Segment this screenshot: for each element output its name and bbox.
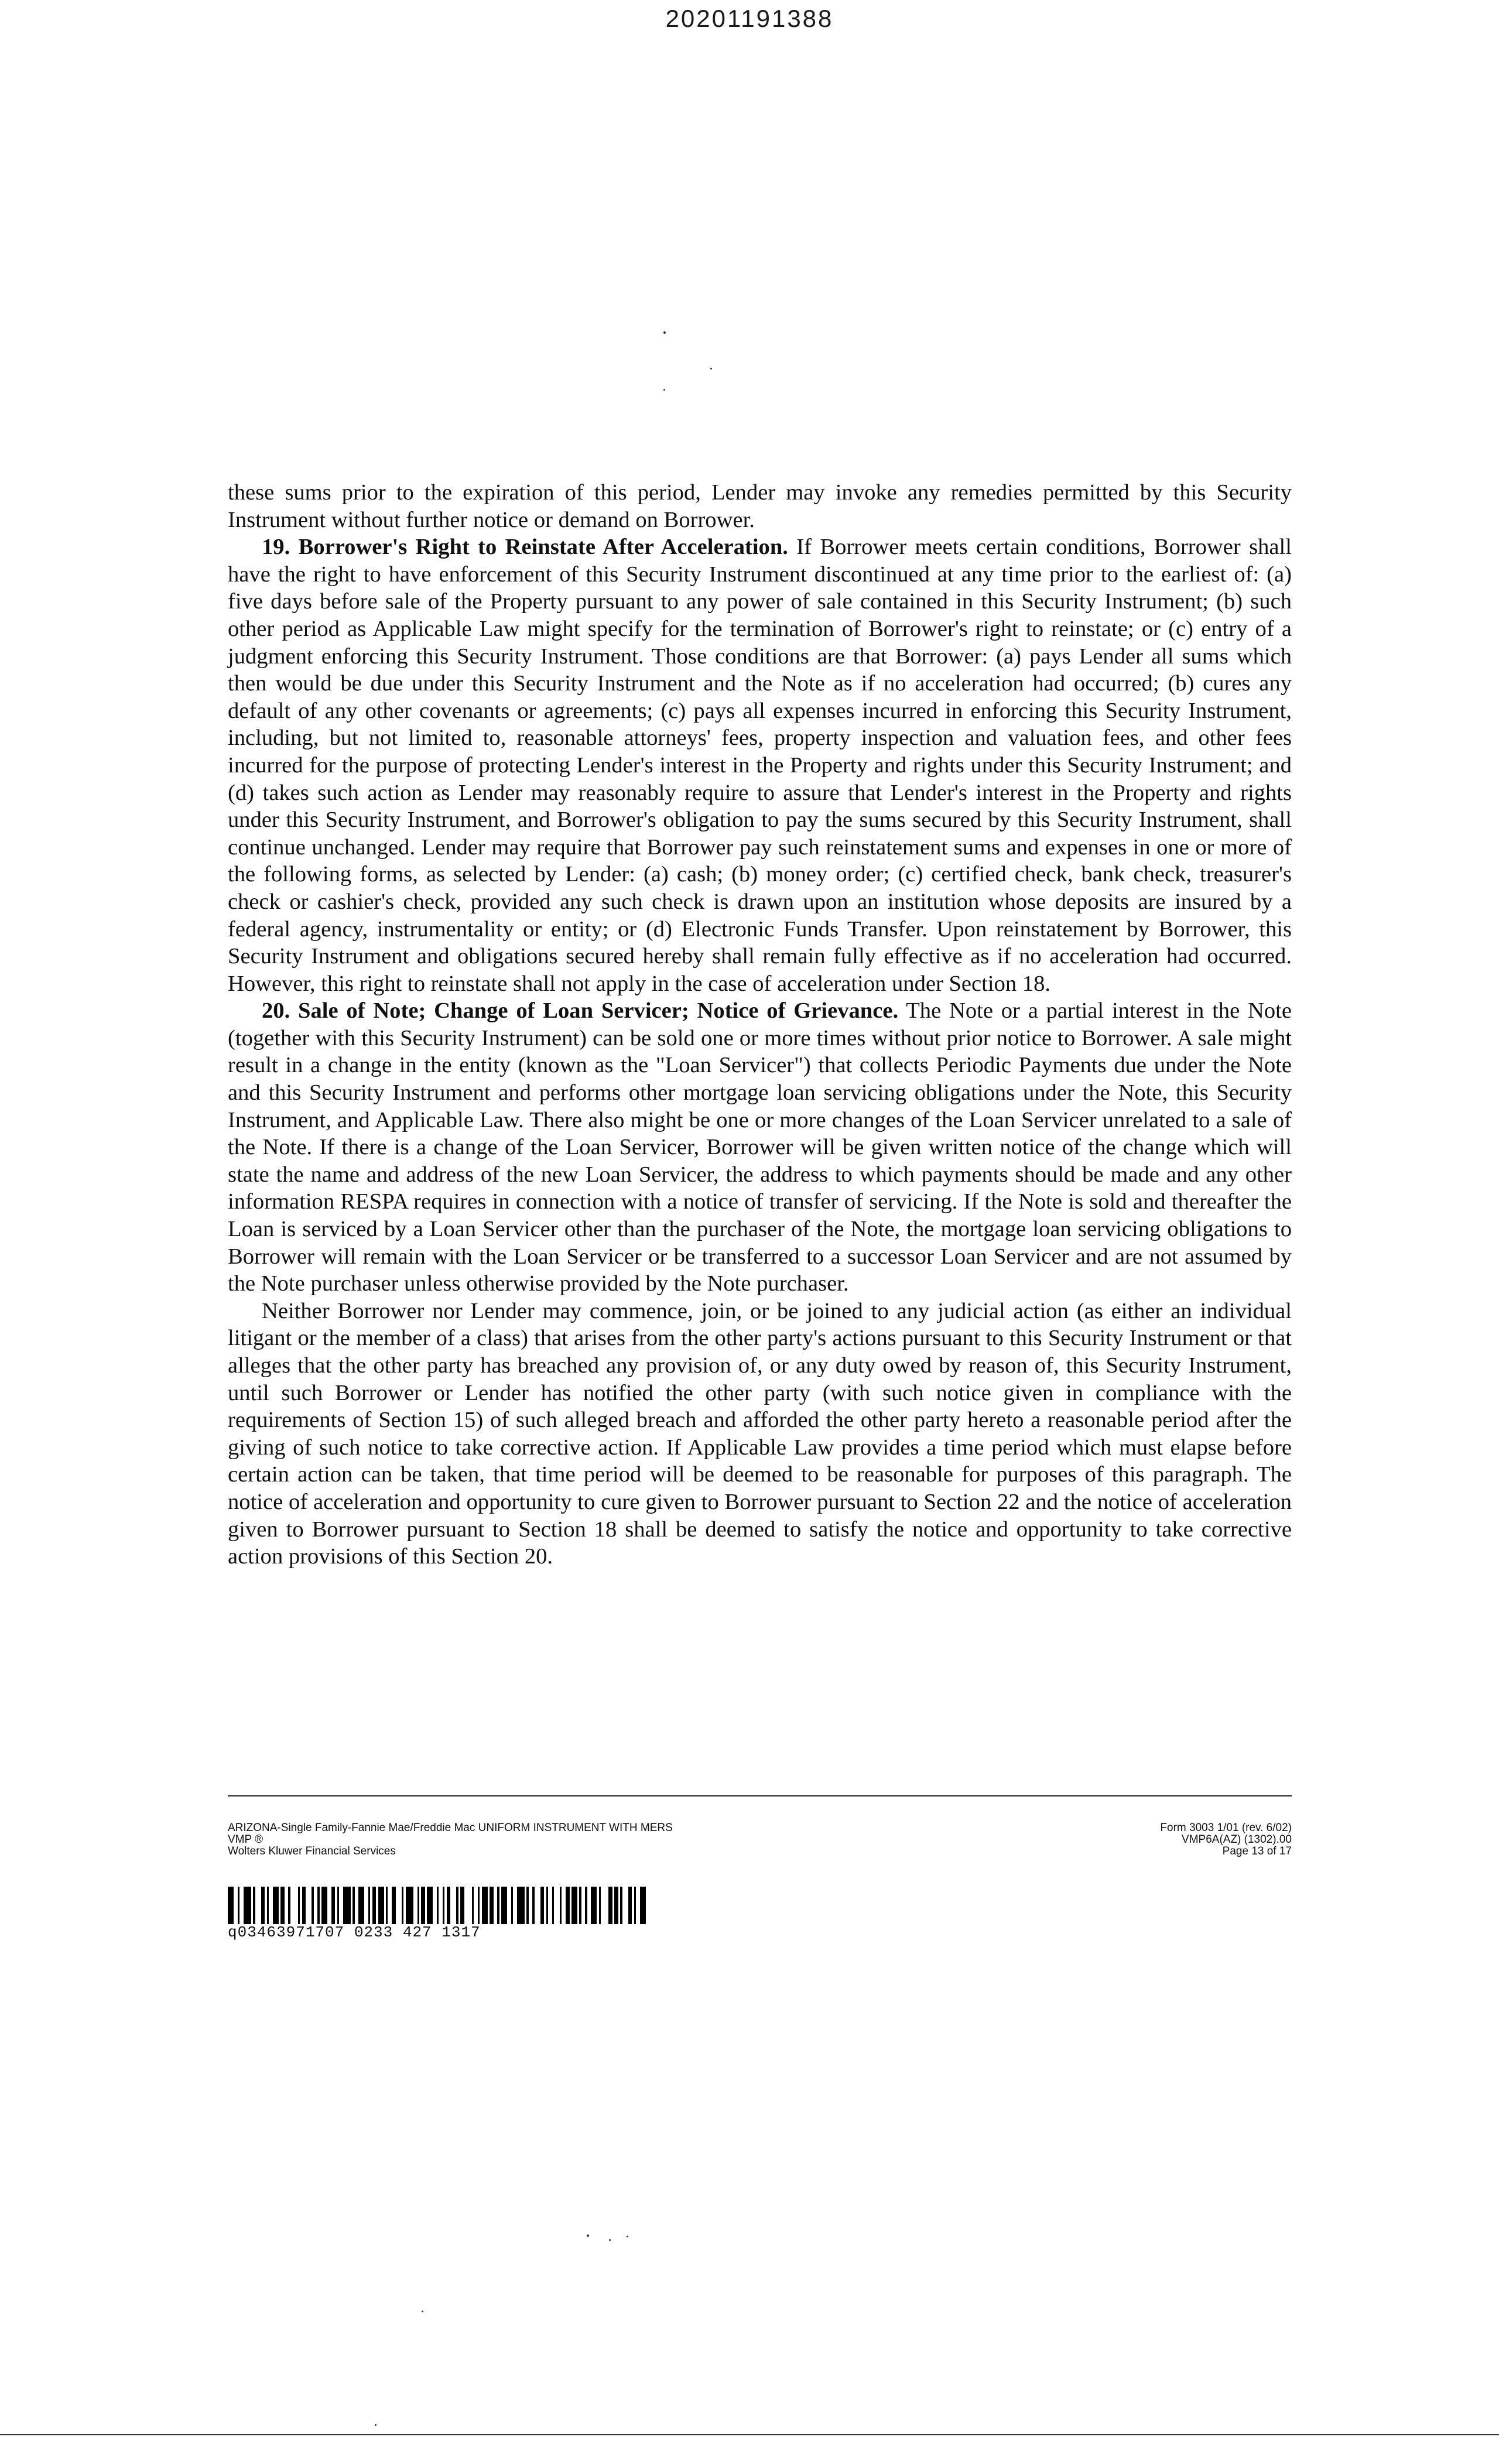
barcode-bar	[290, 1887, 298, 1924]
barcode-bar	[571, 1887, 577, 1924]
document-number: 20201191388	[665, 5, 834, 32]
barcode-bar	[535, 1887, 540, 1924]
barcode-bar	[507, 1887, 511, 1924]
barcode-bar	[280, 1887, 285, 1924]
barcode-bar	[450, 1887, 456, 1924]
barcode-bar	[548, 1887, 552, 1924]
footer-form-info	[228, 1822, 930, 1857]
barcode-bar	[234, 1887, 238, 1924]
barcode-bar	[640, 1887, 646, 1924]
barcode-bar	[321, 1887, 327, 1924]
section-20	[228, 997, 1292, 1298]
section-20-heading: 20. Sale of Note; Change of Loan Servicer; Notice of Grievance.	[262, 998, 899, 1024]
footer-divider	[228, 1795, 1292, 1796]
footer-form-title: ARIZONA-Single Family-Fannie Mae/Freddie Mac UNIFORM INSTRUMENT WITH MERS	[228, 1822, 673, 1834]
barcode-bar	[513, 1887, 517, 1924]
footer-publisher: Wolters Kluwer Financial Services	[228, 1845, 396, 1857]
barcode	[228, 1887, 646, 1924]
scan-speck	[375, 2424, 377, 2426]
barcode-bar	[302, 1887, 306, 1924]
footer-vmp-code: VMP6A(AZ) (1302).00	[1182, 1833, 1292, 1846]
barcode-bar	[358, 1887, 364, 1924]
barcode-bar	[306, 1887, 312, 1924]
barcode-bar	[273, 1887, 279, 1924]
barcode-bar	[636, 1887, 640, 1924]
barcode-bar	[490, 1887, 494, 1924]
barcode-bar	[327, 1887, 331, 1924]
barcode-bar	[566, 1887, 570, 1924]
footer-form-number	[995, 1822, 1292, 1857]
barcode-number: q03463971707 0233 427 1317	[228, 1924, 481, 1941]
barcode-bar	[474, 1887, 478, 1924]
barcode-bar	[628, 1887, 632, 1924]
barcode-bar	[601, 1887, 608, 1924]
barcode-bar	[413, 1887, 417, 1924]
barcode-bar	[378, 1887, 384, 1924]
barcode-bar	[608, 1887, 612, 1924]
barcode-bar	[239, 1887, 244, 1924]
barcode-bar	[269, 1887, 273, 1924]
barcode-bar	[591, 1887, 597, 1924]
barcode-bar	[540, 1887, 545, 1924]
barcode-bar	[587, 1887, 591, 1924]
section-20-text: The Note or a partial interest in the Note (together with this Security Instrument) can be sold one or more times without prior notice to Borrower. A sale might result in a change in the entity (known as the "Loan Servicer") that collects Periodic Payments due under the Note and this Security Instrument and performs other mortgage loan servicing obligations under the Note, this Security Instrument, and Applicable Law. There also might be one or more changes of the Loan Servicer unrelated to a sale of the Note. If there is a change of the Loan Servicer, Borrower will be given written notice of the change which will state the name and address of the new Loan Servicer, the address to which payments should be made and any other information RESPA requires in connection with a notice of transfer of servicing. If the Note is sold and thereafter the Loan is serviced by a Loan Servicer other than the purchaser of the Note, the mortgage loan servicing obligations to Borrower will remain with the Loan Servicer or be transferred to a successor Loan Servicer and are not assumed by the Note purchaser unless otherwise provided by the Note purchaser.	[228, 998, 1292, 1296]
scan-speck	[422, 2311, 423, 2312]
barcode-bar	[581, 1887, 586, 1924]
section-19	[228, 533, 1292, 997]
barcode-bar	[622, 1887, 628, 1924]
barcode-bar	[364, 1887, 368, 1924]
scan-speck	[627, 2236, 628, 2237]
paragraph-continuation: these sums prior to the expiration of this period, Lender may invoke any remedies permitted by this Security Instrument without further notice or demand on Borrower.	[228, 480, 1292, 532]
barcode-bar	[501, 1887, 507, 1924]
barcode-bar	[343, 1887, 351, 1924]
page-number: Page 13 of 17	[1222, 1845, 1292, 1857]
barcode-bar	[396, 1887, 402, 1924]
barcode-bar	[314, 1887, 318, 1924]
barcode-bar	[388, 1887, 392, 1924]
footer-form-revision: Form 3003 1/01 (rev. 6/02)	[1160, 1822, 1292, 1834]
barcode-bar	[529, 1887, 533, 1924]
barcode-bar	[355, 1887, 359, 1924]
barcode-bar	[614, 1887, 618, 1924]
scan-speck	[663, 389, 665, 391]
barcode-bar	[460, 1887, 464, 1924]
barcode-bar	[228, 1887, 234, 1924]
page-bottom-edge	[0, 2434, 1499, 2435]
scan-speck	[587, 2234, 589, 2237]
barcode-bar	[392, 1887, 396, 1924]
document-body	[228, 479, 1292, 1570]
barcode-bar	[372, 1887, 377, 1924]
section-19-text: If Borrower meets certain conditions, Borrower shall have the right to have enforcement of this Security Instrument discontinued at any time prior to the earliest of: (a) five days before sale of the Property pursuant to any power of sale contained in this Security Instrument; (b) such other period as Applicable Law might specify for the termination of Borrower's right to reinstate; or (c) entry of a judgment enforcing this Security Instrument. Those conditions are that Borrower: (a) pays Lender all sums which then would be due under this Security Instrument and the Note as if no acceleration had occurred; (b) cures any default of any other covenants or agreements; (c) pays all expenses incurred in enforcing this Security Instrument, including, but not limited to, reasonable attorneys' fees, property inspection and valuation fees, and other fees incurred for the purpose of protecting Lender's interest in the Property and rights under this Security Instrument; and (d) takes such action as Lender may reasonably require to assure that Lender's interest in the Property and rights under this Security Instrument, and Borrower's obligation to pay the sums secured by this Security Instrument, shall continue unchanged. Lender may require that Borrower pay such reinstatement sums and expenses in one or more of the following forms, as selected by Lender: (a) cash; (b) money order; (c) certified check, bank check, treasurer's check or cashier's check, provided any such check is drawn upon an institution whose deposits are insured by a federal agency, instrumentality or entity; or (d) Electronic Funds Transfer. Upon reinstatement by Borrower, this Security Instrument and obligations secured hereby shall remain fully effective as if no acceleration had occurred. However, this right to reinstate shall not apply in the case of acceleration under Section 18.	[228, 535, 1292, 996]
barcode-bar	[517, 1887, 525, 1924]
scan-speck	[663, 331, 666, 334]
barcode-bar	[482, 1887, 488, 1924]
barcode-bar	[427, 1887, 433, 1924]
barcode-bar	[244, 1887, 251, 1924]
barcode-bar	[255, 1887, 261, 1924]
barcode-bar	[494, 1887, 498, 1924]
barcode-bar	[261, 1887, 265, 1924]
barcode-bar	[285, 1887, 289, 1924]
barcode-bar	[339, 1887, 343, 1924]
barcode-bar	[447, 1887, 451, 1924]
barcode-bar	[554, 1887, 560, 1924]
barcode-bar	[562, 1887, 566, 1924]
barcode-bar	[439, 1887, 443, 1924]
barcode-bar	[421, 1887, 425, 1924]
barcode-bar	[331, 1887, 336, 1924]
footer-vmp-mark: VMP ®	[228, 1833, 263, 1846]
paragraph-grievance: Neither Borrower nor Lender may commence, join, or be joined to any judicial action (as either an individual litigant or the member of a class) that arises from the other party's actions pursuant to this Security Instrument or that alleges that the other party has breached any provision of, or any duty owed by reason of, this Security Instrument, until such Borrower or Lender has notified the other party (with such notice given in compliance with the requirements of Section 15) of such alleged breach and afforded the other party hereto a reasonable period after the giving of such notice to take corrective action. If Applicable Law provides a time period which must elapse before certain action can be taken, that time period will be deemed to be reasonable for purposes of this paragraph. The notice of acceleration and opportunity to cure given to Borrower pursuant to Section 22 and the notice of acceleration given to Borrower pursuant to Section 18 shall be deemed to satisfy the notice and opportunity to take corrective action provisions of this Section 20.	[228, 1298, 1292, 1569]
barcode-bar	[433, 1887, 437, 1924]
section-19-heading: 19. Borrower's Right to Reinstate After Acceleration.	[262, 535, 788, 560]
scan-speck	[609, 2239, 611, 2241]
barcode-bar	[406, 1887, 413, 1924]
barcode-bar	[464, 1887, 472, 1924]
scan-speck	[710, 368, 712, 369]
